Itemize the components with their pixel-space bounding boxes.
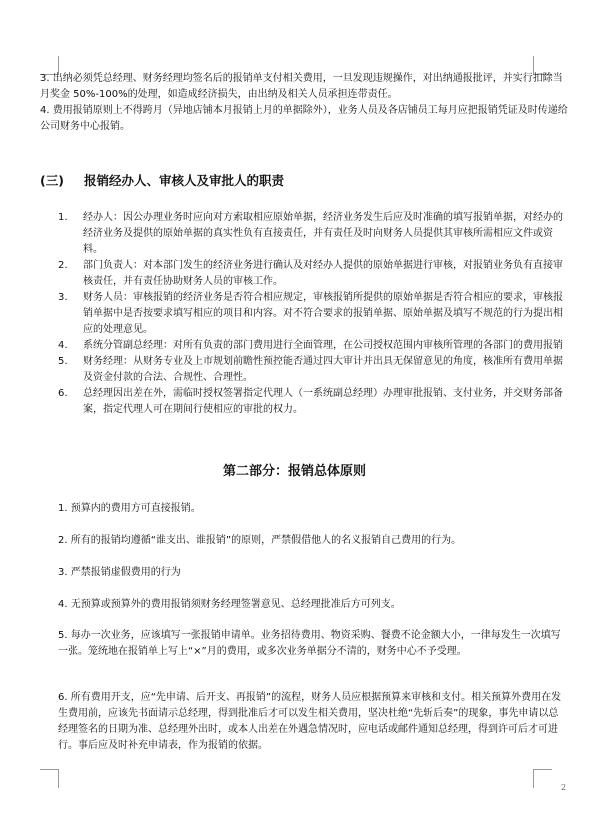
crop-mark-bottom-right xyxy=(533,769,552,788)
page-number: 2 xyxy=(561,783,567,792)
section-number: (三) xyxy=(40,173,64,188)
top-item-4-text: 4. 费用报销原则上不得跨月（异地店铺本月报销上月的单据除外），业务人员及各店铺员工每月应把报销凭证及时传递给公司财务中心报销。 xyxy=(40,105,568,132)
role-item xyxy=(58,258,566,290)
top-item-3 xyxy=(40,71,568,103)
role-number: 3. xyxy=(58,292,68,303)
role-number: 1. xyxy=(58,212,68,223)
role-text: 财务人员：审核报销的经济业务是否符合相应规定，审核报销所提供的原始单据是否符合相应的要求，审核报销单据中是否按要求填写相应的项目和内容。对不符合要求的报销单据、原始单据及填写不规范的行为提出相应的处理意见。 xyxy=(83,292,563,335)
top-item-3-text: 3. 出纳必须凭总经理、财务经理均签名后的报销单支付相关费用，一旦发现违规操作，对出纳通报批评，并实行扣除当月奖金 50%-100%的处理，如造成经济损失，由出纳及相关人员承担连带责任。 xyxy=(40,73,563,100)
role-item xyxy=(58,354,566,386)
role-number: 4. xyxy=(58,340,68,351)
top-item-4 xyxy=(40,103,568,135)
role-number: 6. xyxy=(58,388,68,399)
principle-1: 1. 预算内的费用方可直接报销。 xyxy=(58,503,201,514)
role-text: 财务经理：从财务专业及上市规划前瞻性预控能否通过四大审计并出具无保留意见的角度，核准所有费用单据及资金付款的合法、合规性、合理性。 xyxy=(83,356,563,383)
principle-2: 2. 所有的报销均遵循“谁支出、谁报销”的原则，严禁假借他人的名义报销自己费用的行为。 xyxy=(58,535,462,546)
role-text: 系统分管副总经理：对所有负责的部门费用进行全面管理，在公司授权范围内审核所管理的各部门的费用报销 xyxy=(83,340,563,351)
role-number: 5. xyxy=(58,356,68,367)
role-item xyxy=(58,338,566,354)
role-item xyxy=(58,386,566,418)
role-text: 部门负责人：对本部门发生的经济业务进行确认及对经办人提供的原始单据进行审核，对报销业务负有直接审核责任，并有责任协助财务人员的审核工作。 xyxy=(83,260,563,287)
role-text: 总经理因出差在外，需临时授权签署指定代理人（一系统副总经理）办理审批报销、支付业务，并交财务部备案，指定代理人可在期间行使相应的审批的权力。 xyxy=(83,388,563,415)
role-number: 2. xyxy=(58,260,68,271)
principle-4: 4. 无预算或预算外的费用报销须财务经理签署意见、总经理批准后方可列支。 xyxy=(58,599,401,610)
role-text: 经办人：因公办理业务时应向对方索取相应原始单据，经济业务发生后应及时准确的填写报销单据，对经办的经济业务及提供的原始单据的真实性负有直接责任，并有责任及时向财务人员提供其审核所需相应文件或资料。 xyxy=(83,212,563,255)
crop-mark-bottom-left xyxy=(40,769,59,788)
role-item xyxy=(58,290,566,338)
role-item xyxy=(58,210,566,258)
section-title: 报销经办人、审核人及审批人的职责 xyxy=(84,173,285,188)
roles-list xyxy=(58,210,566,418)
principle-5: 5. 每办一次业务，应该填写一张报销申请单。业务招待费用、物资采购、餐费不论金额大小，一律每发生一次填写一张。笼统地在报销单上写上“×”月的费用，或多次业务单据分不清的，财务中心不予受理。 xyxy=(58,630,561,657)
section-heading xyxy=(40,173,284,189)
principle-3: 3. 严禁报销虚假费用的行为 xyxy=(58,567,181,578)
principle-6: 6. 所有费用开支，应“先申请、后开支、再报销”的流程，财务人员应根据预算来审核和支付。相关预算外费用在发生费用前，应该先书面请示总经理，得到批准后才可以发生相关费用，坚决杜绝“先斩后奏”的现象，事先申请以总经理签名的日期为准、总经理外出时，或本人出差在外遇急情况时，应电话或邮件通知总经理，得到许可后才可进行。事后应及时补充申请表，作为报销的依据。 xyxy=(58,692,562,751)
part-title: 第二部分：报销总体原则 xyxy=(222,464,366,479)
